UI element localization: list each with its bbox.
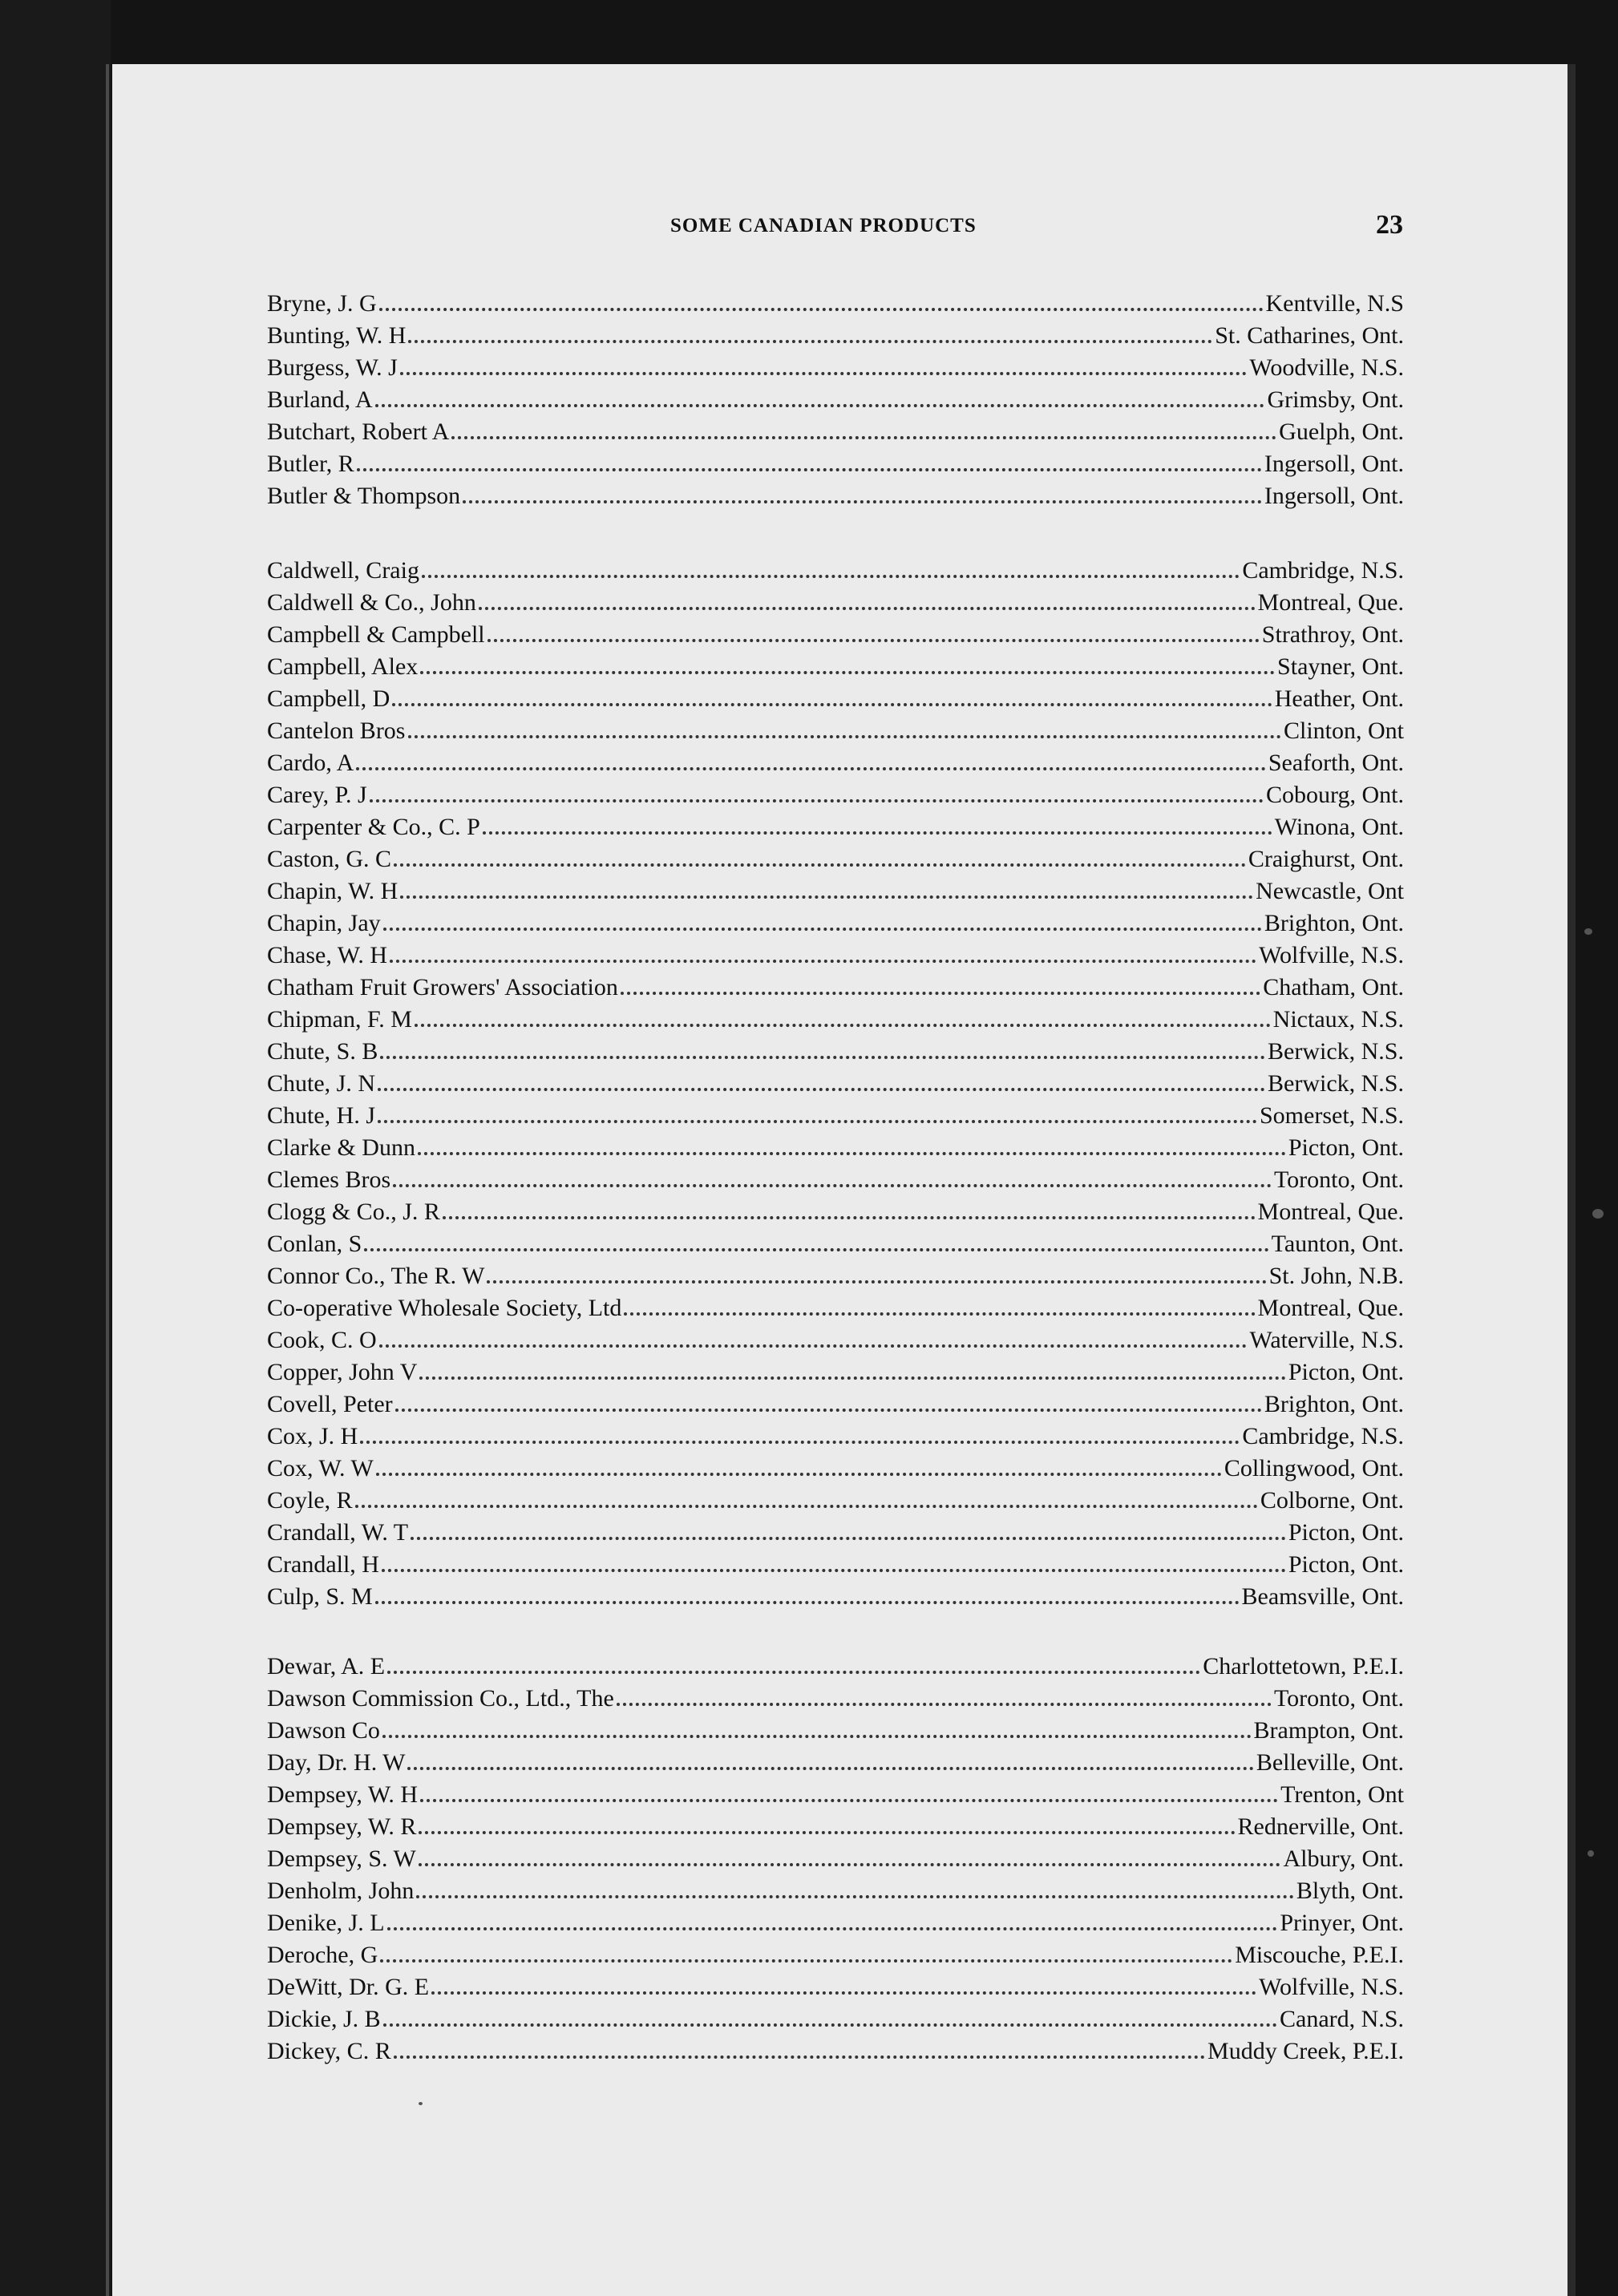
listing-entry [267, 1423, 1404, 1455]
entry-location: Woodville, N.S. [1249, 354, 1404, 381]
listing-entry [267, 1942, 1404, 1974]
entry-location: Brampton, Ont. [1253, 1717, 1404, 1744]
dot-leader [390, 959, 1256, 963]
listing-group-b [267, 290, 1404, 515]
entry-name: Dawson Co [267, 1717, 380, 1744]
listing-entry [267, 2006, 1404, 2038]
dot-leader [420, 670, 1275, 674]
entry-location: Strathroy, Ont. [1261, 621, 1404, 648]
listing-entry [267, 589, 1404, 621]
listing-entry [267, 782, 1404, 814]
entry-location: St. Catharines, Ont. [1215, 322, 1404, 349]
entry-name: Cook, C. O [267, 1327, 377, 1353]
entry-name: Butchart, Robert A [267, 418, 450, 445]
listing-entry [267, 1749, 1404, 1781]
entry-location: Chatham, Ont. [1263, 974, 1404, 1000]
listing-entry [267, 1391, 1404, 1423]
entry-location: Brighton, Ont. [1264, 910, 1404, 936]
entry-location: Canard, N.S. [1280, 2006, 1404, 2032]
listing-entry [267, 354, 1404, 386]
entry-location: Picton, Ont. [1288, 1359, 1404, 1385]
listing-entry [267, 1845, 1404, 1878]
entry-location: Newcastle, Ont [1256, 878, 1404, 904]
entry-name: Coyle, R [267, 1487, 353, 1514]
entry-name: Caldwell, Craig [267, 557, 419, 584]
entry-name: Deroche, G [267, 1942, 378, 1968]
entry-location: Nictaux, N.S. [1272, 1006, 1404, 1033]
listing-entry [267, 1231, 1404, 1263]
entry-name: Clarke & Dunn [267, 1134, 415, 1161]
dot-leader [375, 1600, 1240, 1604]
dot-leader [400, 371, 1248, 375]
entry-location: Brighton, Ont. [1264, 1391, 1404, 1417]
entry-name: Clemes Bros [267, 1166, 391, 1193]
entry-name: Denike, J. L [267, 1910, 385, 1936]
listing-entry [267, 1813, 1404, 1845]
entry-name: Chatham Fruit Growers' Association [267, 974, 618, 1000]
listing-entry [267, 814, 1404, 846]
dot-leader [383, 927, 1262, 931]
entry-name: Chute, S. B [267, 1038, 378, 1065]
entry-name: Cox, W. W [267, 1455, 374, 1481]
entry-name: Dawson Commission Co., Ltd., The [267, 1685, 614, 1712]
entry-location: Ingersoll, Ont. [1264, 451, 1404, 477]
entry-name: Carey, P. J [267, 782, 367, 808]
entry-name: Dickey, C. R [267, 2038, 391, 2064]
entry-name: Bryne, J. G [267, 290, 377, 317]
dot-leader [418, 1151, 1286, 1155]
dot-leader [408, 339, 1212, 343]
entry-name: Day, Dr. H. W [267, 1749, 406, 1776]
dot-leader [382, 1734, 1252, 1738]
listing-entry [267, 557, 1404, 589]
entry-location: Craighurst, Ont. [1248, 846, 1404, 872]
scan-speck [1584, 928, 1592, 935]
dot-leader [375, 403, 1265, 407]
entry-name: Dempsey, W. R [267, 1813, 417, 1840]
entry-name: Denholm, John [267, 1878, 415, 1904]
dot-leader [621, 991, 1260, 995]
dot-leader [379, 307, 1264, 311]
entry-location: Waterville, N.S. [1249, 1327, 1404, 1353]
dot-leader [357, 467, 1262, 471]
listing-entry [267, 750, 1404, 782]
entry-name: Caston, G. C [267, 846, 392, 872]
listing-entry [267, 621, 1404, 653]
entry-name: Chapin, Jay [267, 910, 381, 936]
entry-location: Belleville, Ont. [1256, 1749, 1404, 1776]
entry-name: Carpenter & Co., C. P [267, 814, 480, 840]
listing-entry [267, 1551, 1404, 1583]
dot-leader [411, 1536, 1286, 1540]
entry-name: Copper, John V [267, 1359, 418, 1385]
dot-leader [378, 1087, 1265, 1091]
dot-leader [419, 1862, 1281, 1866]
listing-group-c [267, 557, 1404, 1615]
listing-entry [267, 942, 1404, 974]
entry-location: Picton, Ont. [1288, 1551, 1404, 1578]
listing-entry [267, 1653, 1404, 1685]
entry-name: DeWitt, Dr. G. E [267, 1974, 430, 2000]
entry-location: Montreal, Que. [1257, 589, 1404, 616]
entry-name: Conlan, S [267, 1231, 362, 1257]
entry-name: Campbell, Alex [267, 653, 419, 680]
entry-name: Dickie, J. B [267, 2006, 381, 2032]
listing-entry [267, 1685, 1404, 1717]
dot-leader [407, 1766, 1253, 1770]
entry-name: Campbell, D [267, 685, 390, 712]
dot-leader [376, 1472, 1222, 1476]
listing-entry [267, 1199, 1404, 1231]
entry-location: Kentville, N.S [1265, 290, 1404, 317]
listing-entry [267, 1878, 1404, 1910]
listing-entry [267, 1263, 1404, 1295]
entry-name: Butler & Thompson [267, 483, 461, 509]
entry-name: Burgess, W. J [267, 354, 398, 381]
listing-entry [267, 1519, 1404, 1551]
entry-name: Burland, A [267, 386, 373, 413]
listing-entry [267, 1038, 1404, 1070]
binding-gutter [106, 64, 109, 2296]
entry-name: Co-operative Wholesale Society, Ltd [267, 1295, 622, 1321]
dot-leader [617, 1702, 1272, 1706]
entry-location: Muddy Creek, P.E.I. [1207, 2038, 1404, 2064]
entry-name: Bunting, W. H [267, 322, 407, 349]
entry-location: Cambridge, N.S. [1242, 557, 1404, 584]
listing-entry [267, 846, 1404, 878]
listing-entry [267, 653, 1404, 685]
dot-leader [419, 1830, 1235, 1834]
entry-location: Rednerville, Ont. [1237, 1813, 1404, 1840]
entry-location: Collingwood, Ont. [1224, 1455, 1404, 1481]
scan-speck [419, 2102, 423, 2105]
dot-leader [393, 1183, 1272, 1187]
dot-leader [624, 1312, 1255, 1316]
listing-entry [267, 1455, 1404, 1487]
entry-location: Berwick, N.S. [1268, 1038, 1404, 1065]
listing-entry [267, 1327, 1404, 1359]
entry-location: Picton, Ont. [1288, 1134, 1404, 1161]
entry-name: Chute, J. N [267, 1070, 375, 1097]
entry-name: Butler, R [267, 451, 354, 477]
entry-location: Ingersoll, Ont. [1264, 483, 1404, 509]
entry-name: Crandall, H [267, 1551, 379, 1578]
entry-location: Beamsville, Ont. [1241, 1583, 1404, 1610]
dot-leader [395, 1408, 1262, 1412]
entry-name: Campbell & Campbell [267, 621, 485, 648]
entry-location: Miscouche, P.E.I. [1235, 1942, 1404, 1968]
scan-background [0, 0, 111, 2296]
dot-leader [356, 766, 1266, 770]
dot-leader [431, 1991, 1256, 1995]
listing-entry [267, 1295, 1404, 1327]
dot-leader [487, 1279, 1266, 1283]
dot-leader [380, 1055, 1265, 1059]
entry-location: Picton, Ont. [1288, 1519, 1404, 1546]
entry-name: Dewar, A. E [267, 1653, 386, 1680]
entry-location: Toronto, Ont. [1273, 1685, 1404, 1712]
entry-name: Caldwell & Co., John [267, 589, 476, 616]
dot-leader [383, 2023, 1277, 2027]
entry-location: Stayner, Ont. [1277, 653, 1404, 680]
running-header: SOME CANADIAN PRODUCTS [670, 215, 977, 236]
entry-name: Covell, Peter [267, 1391, 393, 1417]
entry-location: Berwick, N.S. [1268, 1070, 1404, 1097]
dot-leader [355, 1504, 1258, 1508]
listing-entry [267, 910, 1404, 942]
dot-leader [415, 1023, 1271, 1027]
entry-location: Wolfville, N.S. [1259, 942, 1404, 968]
dot-leader [479, 606, 1256, 610]
listing-entry [267, 418, 1404, 451]
page-number: 23 [1376, 210, 1403, 240]
listing-entry [267, 718, 1404, 750]
listing-entry [267, 1102, 1404, 1134]
entry-name: Connor Co., The R. W [267, 1263, 485, 1289]
dot-leader [387, 1670, 1200, 1674]
entry-location: Cambridge, N.S. [1242, 1423, 1404, 1449]
entry-name: Cantelon Bros [267, 718, 406, 744]
entry-name: Crandall, W. T [267, 1519, 409, 1546]
entry-location: Clinton, Ont [1283, 718, 1404, 744]
dot-leader [364, 1247, 1268, 1251]
dot-leader [416, 1894, 1293, 1898]
dot-leader [483, 831, 1272, 835]
dot-leader [370, 798, 1264, 802]
entry-location: St. John, N.B. [1268, 1263, 1404, 1289]
dot-leader [487, 638, 1260, 642]
entry-name: Culp, S. M [267, 1583, 373, 1610]
entry-name: Chase, W. H [267, 942, 387, 968]
dot-leader [451, 435, 1276, 439]
dot-leader [394, 863, 1246, 867]
entry-name: Cardo, A [267, 750, 354, 776]
entry-location: Trenton, Ont [1280, 1781, 1404, 1808]
entry-location: Montreal, Que. [1257, 1199, 1404, 1225]
listing-entry [267, 2038, 1404, 2070]
entry-name: Chapin, W. H [267, 878, 398, 904]
listing-entry [267, 1166, 1404, 1199]
listing-entry [267, 974, 1404, 1006]
entry-location: Montreal, Que. [1257, 1295, 1404, 1321]
dot-leader [378, 1119, 1257, 1123]
listing-entry [267, 1006, 1404, 1038]
dot-leader [382, 1568, 1286, 1572]
entry-name: Dempsey, W. H [267, 1781, 419, 1808]
entry-location: Somerset, N.S. [1260, 1102, 1404, 1129]
listing-entry [267, 1487, 1404, 1519]
page-edge [1567, 64, 1576, 2296]
dot-leader [379, 1344, 1248, 1348]
entry-name: Cox, J. H [267, 1423, 358, 1449]
listing-entry [267, 1910, 1404, 1942]
dot-leader [463, 499, 1262, 503]
listing-entry [267, 386, 1404, 418]
entry-location: Colborne, Ont. [1260, 1487, 1404, 1514]
listing-entry [267, 451, 1404, 483]
entry-name: Chipman, F. M [267, 1006, 412, 1033]
listing-entry [267, 483, 1404, 515]
dot-leader [394, 2055, 1205, 2059]
listing-entry [267, 1070, 1404, 1102]
listing-entry [267, 1583, 1404, 1615]
listing-entry [267, 1134, 1404, 1166]
listing-entry [267, 1974, 1404, 2006]
dot-leader [360, 1440, 1240, 1444]
entry-location: Prinyer, Ont. [1280, 1910, 1404, 1936]
scan-speck [1588, 1850, 1594, 1857]
dot-leader [400, 895, 1253, 899]
entry-location: Heather, Ont. [1274, 685, 1404, 712]
dot-leader [422, 574, 1240, 578]
listing-entry [267, 878, 1404, 910]
entry-location: Seaforth, Ont. [1268, 750, 1404, 776]
listing-entry [267, 1717, 1404, 1749]
entry-name: Dempsey, S. W [267, 1845, 416, 1872]
listing-group-d [267, 1653, 1404, 2070]
entry-location: Albury, Ont. [1283, 1845, 1404, 1872]
entry-location: Guelph, Ont. [1279, 418, 1404, 445]
listing-entry [267, 685, 1404, 718]
listing-entry [267, 1359, 1404, 1391]
entry-location: Charlottetown, P.E.I. [1203, 1653, 1404, 1680]
listing-entry [267, 322, 1404, 354]
entry-name: Clogg & Co., J. R [267, 1199, 440, 1225]
dot-leader [420, 1798, 1278, 1802]
entry-location: Grimsby, Ont. [1267, 386, 1404, 413]
dot-leader [392, 702, 1272, 706]
entry-location: Blyth, Ont. [1296, 1878, 1404, 1904]
entry-location: Toronto, Ont. [1273, 1166, 1404, 1193]
scan-speck [1592, 1209, 1604, 1219]
entry-location: Winona, Ont. [1274, 814, 1404, 840]
entry-location: Cobourg, Ont. [1266, 782, 1404, 808]
dot-leader [387, 1926, 1278, 1930]
dot-leader [408, 734, 1281, 738]
entry-name: Chute, H. J [267, 1102, 375, 1129]
entry-location: Wolfville, N.S. [1259, 1974, 1404, 2000]
dot-leader [380, 1958, 1232, 1963]
dot-leader [443, 1215, 1256, 1219]
listing-entry [267, 290, 1404, 322]
listing-entry [267, 1781, 1404, 1813]
dot-leader [419, 1376, 1285, 1380]
entry-location: Taunton, Ont. [1271, 1231, 1404, 1257]
